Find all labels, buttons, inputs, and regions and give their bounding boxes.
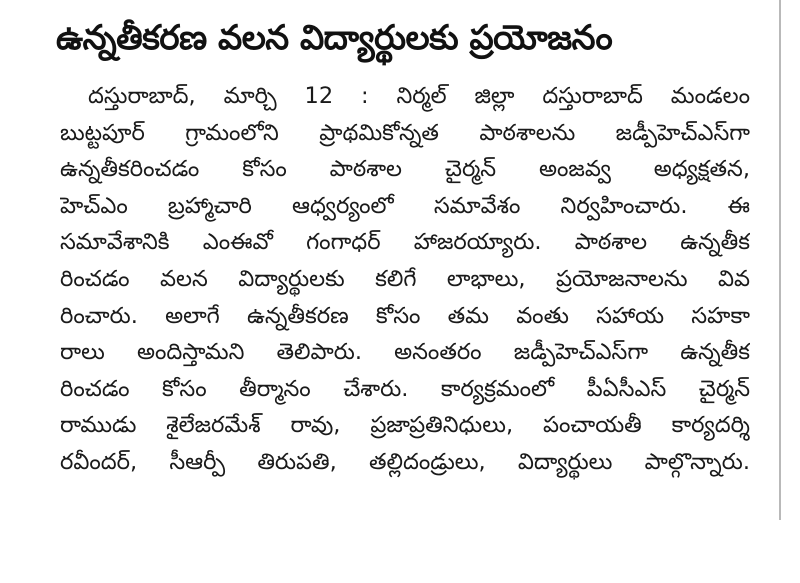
- article-line: రించడం కోసం తీర్మానం చేశారు. కార్యక్రమంలో పీఏసీఎస్ చైర్మన్: [60, 375, 750, 402]
- article-body: [60, 78, 750, 481]
- article-line: రాముడు శైలేజరమేశ్ రావు, ప్రజాప్రతినిధులు, పంచాయతీ కార్యదర్శి: [60, 412, 750, 439]
- article-line: రించారు. అలాగే ఉన్నతీకరణ కోసం తమ వంతు సహాయ సహకా: [60, 302, 750, 329]
- article-headline: ఉన్నతీకరణ వలన విద్యార్థులకు ప్రయోజనం: [56, 18, 613, 58]
- article-line: సమావేశానికి ఎంఈవో గంగాధర్ హాజరయ్యారు. పాఠశాల ఉన్నతీక: [60, 229, 750, 256]
- article-line: హెచ్ఎం బ్రహ్మాచారి ఆధ్వర్యంలో సమావేశం నిర్వహించారు. ఈ: [60, 192, 750, 219]
- article-line: ఉన్నతీకరించడం కోసం పాఠశాల చైర్మన్ అంజవ్వ అధ్యక్షతన,: [60, 156, 750, 183]
- column-divider: [779, 0, 781, 520]
- article-line: దస్తురాబాద్, మార్చి 12 : నిర్మల్ జిల్లా దస్తురాబాద్ మండలం: [88, 83, 750, 109]
- article-line: బుట్టపూర్ గ్రామంలోని ప్రాథమికోన్నత పాఠశాలను జడ్పీహెచ్ఎస్‌గా: [60, 119, 750, 146]
- article-line: రించడం వలన విద్యార్థులకు కలిగే లాభాలు, ప్రయోజనాలను వివ: [60, 265, 750, 292]
- article-line: రవీందర్, సీఆర్పీ తిరుపతి, తల్లిదండ్రులు, విద్యార్థులు పాల్గొన్నారు.: [60, 448, 750, 475]
- article-line: రాలు అందిస్తామని తెలిపారు. అనంతరం జడ్పీహెచ్ఎస్‌గా ఉన్నతీక: [60, 339, 750, 366]
